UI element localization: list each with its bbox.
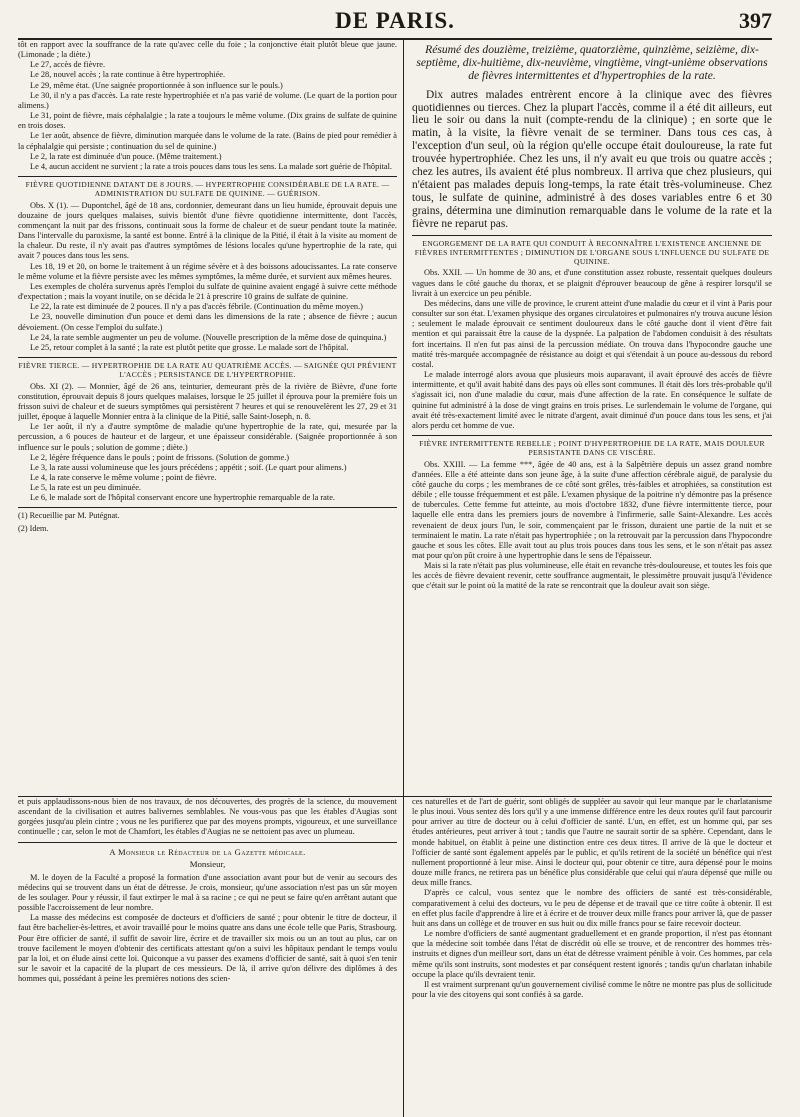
paragraph: Le 1er août, absence de fièvre, diminution marquée dans le volume de la rate. (Bains de pied pour remédier à la céphalalgie qui persiste ; continuation du sel de quinine.): [18, 131, 397, 151]
paragraph: Le 30, il n'y a pas d'accès. La rate reste hypertrophiée et n'a pas varié de volume. (Le quart de la portion pour alimens.): [18, 90, 397, 110]
bottom-section: [18, 797, 772, 1117]
running-header: [18, 6, 772, 40]
footnote: (1) Recueillie par M. Putégnat.: [18, 511, 120, 521]
paragraph: Le 6, le malade sort de l'hôpital conservant encore une hypertrophie remarquable de la rate.: [30, 493, 335, 503]
divider: [18, 842, 397, 843]
paragraph: Le 25, retour complet à la santé ; la rate est plutôt petite que grosse. Le malade sort de l'hôpital.: [30, 342, 349, 352]
letter-address: A Monsieur le Rédacteur de la Gazette médicale.: [109, 846, 306, 857]
right-column-top: [403, 40, 772, 796]
paragraph: Le 1er août, il n'y a d'autre symptôme de maladie qu'une hypertrophie de la rate, qui, mesurée par la percussion, a 6 pouces de hauteur et de largeur, et une épaisseur considérable. (Saignée proportionnée à son influence sur le pouls ; solution de gomme ; diète.): [18, 422, 397, 452]
paragraph: Le 31, point de fièvre, mais céphalalgie ; la rate a toujours le même volume. (Dix grains de sulfate de quinine en trois doses.: [18, 111, 397, 131]
divider: [18, 176, 397, 177]
paragraph: Le 23, nouvelle diminution d'un pouce et demi dans les dimensions de la rate ; absence de fièvre ; aucun dévoiement. (On cesse l'emploi du sulfate.): [18, 312, 397, 332]
paragraph: Le 24, la rate semble augmenter un peu de volume. (Nouvelle prescription de la même dose de quinquina.): [30, 332, 387, 342]
paragraph: Le 4, la rate conserve le même volume ; point de fièvre.: [30, 472, 217, 482]
page-number: 397: [739, 8, 772, 33]
divider: [18, 357, 397, 358]
paragraph: tôt en rapport avec la souffrance de la rate qu'avec celle du foie ; la conjonctive était plutôt bleue que jaune. (Limonade ; la diète.): [18, 40, 397, 60]
section-heading: FIÈVRE TIERCE. — HYPERTROPHIE DE LA RATE AU QUATRIÈME ACCÈS. — SAIGNÉE QUI PRÉVIENT L'ACCÈS ; PERSISTANCE DE L'HYPERTROPHIE.: [18, 360, 397, 380]
section-heading: FIÈVRE INTERMITTENTE REBELLE ; POINT D'HYPERTROPHIE DE LA RATE, MAIS DOULEUR PERSISTANTE DANS CE VISCÈRE.: [419, 438, 765, 458]
paragraph: D'après ce calcul, vous sentez que le nombre des officiers de santé est très-considérable, comparativement à celui des docteurs, vu le peu de dépense et de travail que ce titre coûte à obtenir. Il est en effet plus facile d'apprendre à lire et à écrire et de trouver deux mille francs pour arriver là, que de passer huit ans dans un collège et de trouver en sus huit ou dix mille francs pour se faire recevoir docteur.: [412, 888, 772, 928]
paragraph: Les exemples de choléra survenus après l'emploi du sulfate de quinine avaient engagé à suivre cette méthode d'expectation ; mais la voyant inutile, on se décida le 21 à prescrire 10 grains de sulfate de quinine.: [18, 281, 397, 302]
paragraph: Le 2, légère fréquence dans le pouls ; point de frissons. (Solution de gomme.): [30, 452, 290, 462]
paragraph: Le 2, la rate est diminuée d'un pouce. (Même traitement.): [30, 151, 222, 161]
paragraph: Le 29, même état. (Une saignée proportionnée à son influence sur le pouls.): [30, 80, 283, 90]
observation-xxii: Obs. XXII. — Un homme de 30 ans, et d'une constitution assez robuste, ressentait quelques douleurs vagues dans le côté gauche du thorax, et se plaignit d'éprouver beaucoup de gêne à respirer lorsqu'il se livrait à un exercice un peu pénible.: [412, 268, 772, 298]
letter-salutation: Monsieur,: [189, 859, 226, 870]
paragraph: Le 28, nouvel accès ; la rate continue à être hypertrophiée.: [30, 70, 226, 80]
paragraph: M. le doyen de la Faculté a proposé la formation d'une association avant pour but de venir au secours des médecins qui se trouvent dans un état de détresse. Je crois, monsieur, qu'une association n'est pas un sûr moyen de les soulager. Pour y réussir, il faut extirper le mal à sa racine ; ce qui ne peut se faire qu'en arrêtant autant que possible l'accroissement de leur nombre.: [18, 872, 397, 913]
paragraph: Le nombre d'officiers de santé augmentant graduellement et en grande proportion, il n'est pas étonnant que la médecine soit tombée dans l'état de discrédit où elle se trouve, et de rencontrer des hommes très-instruits et dignes d'un meilleur sort, dans un état de détresse vraiment pénible à voir. Ces hommes, par cela même qu'ils sont instruits, sont modestes et par conséquent restent ignorés ; tandis qu'un charlatan inhabile occupe la place qu'ils devraient tenir.: [412, 929, 772, 979]
summary-title: Résumé des douzième, treizième, quatorzième, quinzième, seizième, dix-septième, dix-huitième, dix-neuvième, vingtième, vingt-unième observations de fièvres intermittentes et d'hypertrophies de la rate.: [416, 43, 768, 83]
paragraph: Le 22, la rate est diminuée de 2 pouces. Il n'y a pas d'accès fébrile. (Continuation du même moyen.): [30, 302, 363, 312]
footnote-divider: [18, 507, 397, 508]
left-column-bottom: [18, 797, 403, 1117]
paragraph: Le 4, aucun accident ne survient ; la rate a trois pouces dans tous les sens. La malade sort guérie de l'hôpital.: [30, 161, 393, 171]
paragraph: La masse des médecins est composée de docteurs et d'officiers de santé ; pour obtenir le titre de docteur, il faut être bachelier-ès-lettres, et avoir travaillé pour le moins quatre ans dans une école telle que Paris, Strasbourg. Pour être officier de santé, il suffit de savoir lire, écrire et de travailler six mois ou un an tout au plus, car on trouve facilement le moyen d'obtenir des certificats attestant qu'on a suivi les hôpitaux pendant le temps voulu par la loi, et on élude ainsi cette loi. Quiconque a vu passer des examens d'officier de santé, sait à quoi s'en tenir sur le savoir et la capacité de la plupart de ces messieurs. De là, il arrive qu'on délivre des diplômes à des hommes qui, possédant à peine les premières notions des scien-: [18, 913, 397, 984]
paragraph: ces naturelles et de l'art de guérir, sont obligés de suppléer au savoir qui leur manque par le charlatanisme le plus inoui. Vous sentez dès lors qu'il y a une immense différence entre les deux routes qu'il faut parcourir pour arriver au titre de docteur ou à celui d'officier de santé. L'un, en effet, est un homme qui, par ses études antérieures, peut arriver à tout ; tandis que l'autre ne saurait sortir de sa sphère. Cependant, dans le monde habituel, on établit à peine une distinction entre ces deux titres. Il arrive de là que le docteur et l'officier de santé sont également appelés par le public, et qu'ils retirent de la société un bénéfice qui n'est nullement proportionné à leur mise. Ainsi le docteur qui, pour obtenir ce titre, aura dépensé pour le moins douze mille francs, ne retirera pas un bénéfice plus considérable que celui qui n'aura dépensé que mille ou deux mille francs.: [412, 797, 772, 888]
paragraph: Il est vraiment surprenant qu'un gouvernement civilisé comme le nôtre ne montre pas plus de sollicitude pour la vie des citoyens qui sont confiés à sa garde.: [412, 979, 772, 999]
observation-xi: Obs. XI (2). — Monnier, âgé de 26 ans, teinturier, demeurant près de la rivière de Bièvre, d'une forte constitution, éprouvait depuis 8 jours quelques malaises, lorsque le 25 juillet il éprouva pour la première fois un frisson suivi de chaleur et de sueurs symptômes qui persistèrent 7 heures et qui se renouvelèrent les 27, 29 et 31 juillet, époque à laquelle Monnier entra à la clinique de la Pitié, salle Saint-Joseph, n. 8.: [18, 381, 397, 422]
top-section: [18, 40, 772, 797]
paragraph: Le malade interrogé alors avoua que plusieurs mois auparavant, il avait éprouvé des accès de fièvre intermittente, et qu'il avait habité dans des pays où elles sont communes. Il était dès lors très-probable qu'il s'agissait ici, non d'une maladie du cœur, mais d'une affection de la rate. En conséquence le sulfate de quinine fut administré à la dose de vingt grains en trois prises. Le surlendemain le volume de l'organe, qui avait été très-exactement limité avec le nitrate d'argent, avait diminué d'un pouce dans tous les sens, et j'ai alors perdu cet homme de vue.: [412, 370, 772, 430]
observation-x: Obs. X (1). — Dupontchel, âgé de 18 ans, cordonnier, demeurant dans un lieu humide, éprouvait depuis une douzaine de jours quelques malaises, suivis bientôt d'une fièvre quotidienne intermittente, dont l'accès, commençant la nuit par des frissons, continuait sous la forme de chaleur et de sueur pendant toute la matinée. Dans l'intervalle du paroxisme, la santé est bonne. Entré à la clinique de la Pitié, il était à la visite au moment de la chaleur. Du reste, il n'y avait pas d'autres symptômes de lésions locales qu'une hypertrophie de la rate, qui avait 7 pouces dans tous les sens.: [18, 200, 397, 261]
paragraph: Le 5, la rate est un peu diminuée.: [30, 483, 141, 493]
left-column-top: [18, 40, 403, 796]
running-title: DE PARIS.: [335, 8, 455, 33]
section-heading: ENGORGEMENT DE LA RATE QUI CONDUIT À RECONNAÎTRE L'EXISTENCE ANCIENNE DE FIÈVRES INTERMITTENTES ; DIMINUTION DE L'ORGANE SOUS L'INFLUENCE DU SULFATE DE QUININE.: [414, 238, 770, 267]
summary-paragraph: Dix autres malades entrèrent encore à la clinique avec des fièvres quotidiennes ou tierces. Chez la plupart l'accès, comme il a été dit ailleurs, eut lieu le soir ou dans la nuit (compte-rendu de la clinique) ; en sorte que le matin, à la visite, la fièvre venait de se terminer. Dans tous ces cas, à l'exception d'un seul, où la région qu'elle occupe était douloureuse, la rate fut trouvée hypertrophiée. Chez les uns, il n'y avait eu que trois ou quatre accès ; chez les autres, ils avaient été plus nombreux. Il arriva que chez plusieurs, qui n'étaient pas malades depuis long-temps, la rate était très-volumineuse. Chez tous, le sulfate de quinine, administré à des doses variables entre 6 et 30 grains, détermina une diminution remarquable dans le volume de la rate et la fièvre ne reparut pas.: [412, 88, 772, 230]
observation-xxiii: Obs. XXIII. — La femme ***, âgée de 40 ans, est à la Salpêtrière depuis un assez grand nombre d'années. Elle a été atteinte dans son jeune âge, à la suite d'une affection cérébrale aiguë, de paralysie du côté gauche du corps ; les membranes de ce côté sont grêles, très-faibles et atrophiées, sa constitution est débile ; elle tousse fréquemment et est pâle. L'examen physique de la poitrine n'y démontre pas la présence de tubercules. Cette femme fut atteinte, au mois d'octobre 1832, d'une fièvre intermittente tierce, pour laquelle elle entra dans les premiers jours de novembre à l'infirmerie, salle Saint-Alexandre. Les accès revenaient de deux jours l'un, le soir, commençaient par le frisson, duraient une partie de la nuit et se terminaient le matin. La rate n'était pas hypertrophiée ; on la retrouvait par la percussion dans l'hypocondre gauche et sous les côtes. Elle avait tout au plus trois pouces dans tous les sens, et le son n'était pas assez mat pour qu'on pût croire à une hypertrophie dans le sens de l'épaisseur.: [412, 459, 772, 560]
divider: [412, 435, 772, 436]
paragraph: et puis applaudissons-nous bien de nos travaux, de nos découvertes, des progrès de la science, du mouvement ascendant de la civilisation et autres balivernes semblables. Ne vous-vous pas que les étables d'Augias sont gorgées jusqu'au plein cintre ; vous ne les purifierez que par des moyens prompts, vigoureux, et une surveillance continuelle ; car, selon le mot de Chamfort, les étables d'Augias ne se nettoient pas avec un plumeau.: [18, 797, 397, 837]
section-heading: FIÈVRE QUOTIDIENNE DATANT DE 8 JOURS. — HYPERTROPHIE CONSIDÉRABLE DE LA RATE. — ADMINISTRATION DU SULFATE DE QUININE. — GUÉRISON.: [25, 180, 390, 199]
divider: [412, 235, 772, 236]
paragraph: Le 3, la rate aussi volumineuse que les jours précédens ; appétit ; soif. (Le quart pour alimens.): [30, 462, 347, 472]
paragraph: Mais si la rate n'était pas plus volumineuse, elle était en revanche très-douloureuse, et toutes les fois que les accès de fièvre devaient revenir, cette souffrance augmentait, le plessimètre prouvait jusqu'à l'évidence que c'était sur le point où la matité de la rate se rencontrait que la douleur avait son siège.: [412, 561, 772, 591]
paragraph: Les 18, 19 et 20, on borne le traitement à un régime sévère et à des boissons adoucissantes. La rate conserve le même volume et la fièvre persiste avec les mêmes symptômes, la même durée, et survient aux mêmes heures.: [18, 261, 397, 281]
footnote: (2) Idem.: [18, 524, 49, 534]
paragraph: Des médecins, dans une ville de province, le crurent atteint d'une maladie du cœur et il vint à Paris pour consulter sur son état. L'examen physique des organes circulatoires et pulmonaires n'y trouva aucune lésion ; seulement le malade éprouvait ce sentiment douloureux dans le côté gauche dont il vient d'être fait mention et qui paraissait être la cause de la dyspnée. La palpation de l'abdomen conduisit à des résultats fort incertains. Il n'en fut pas ainsi de la percussion médiate. On trouva dans l'hypocondre gauche une matité très-marquée accompagnée de résistance au doigt et qui s'étendait à un pouce au-dessous du rebord costal.: [412, 298, 772, 369]
right-column-bottom: [403, 797, 772, 1117]
paragraph: Le 27, accès de fièvre.: [30, 60, 106, 70]
